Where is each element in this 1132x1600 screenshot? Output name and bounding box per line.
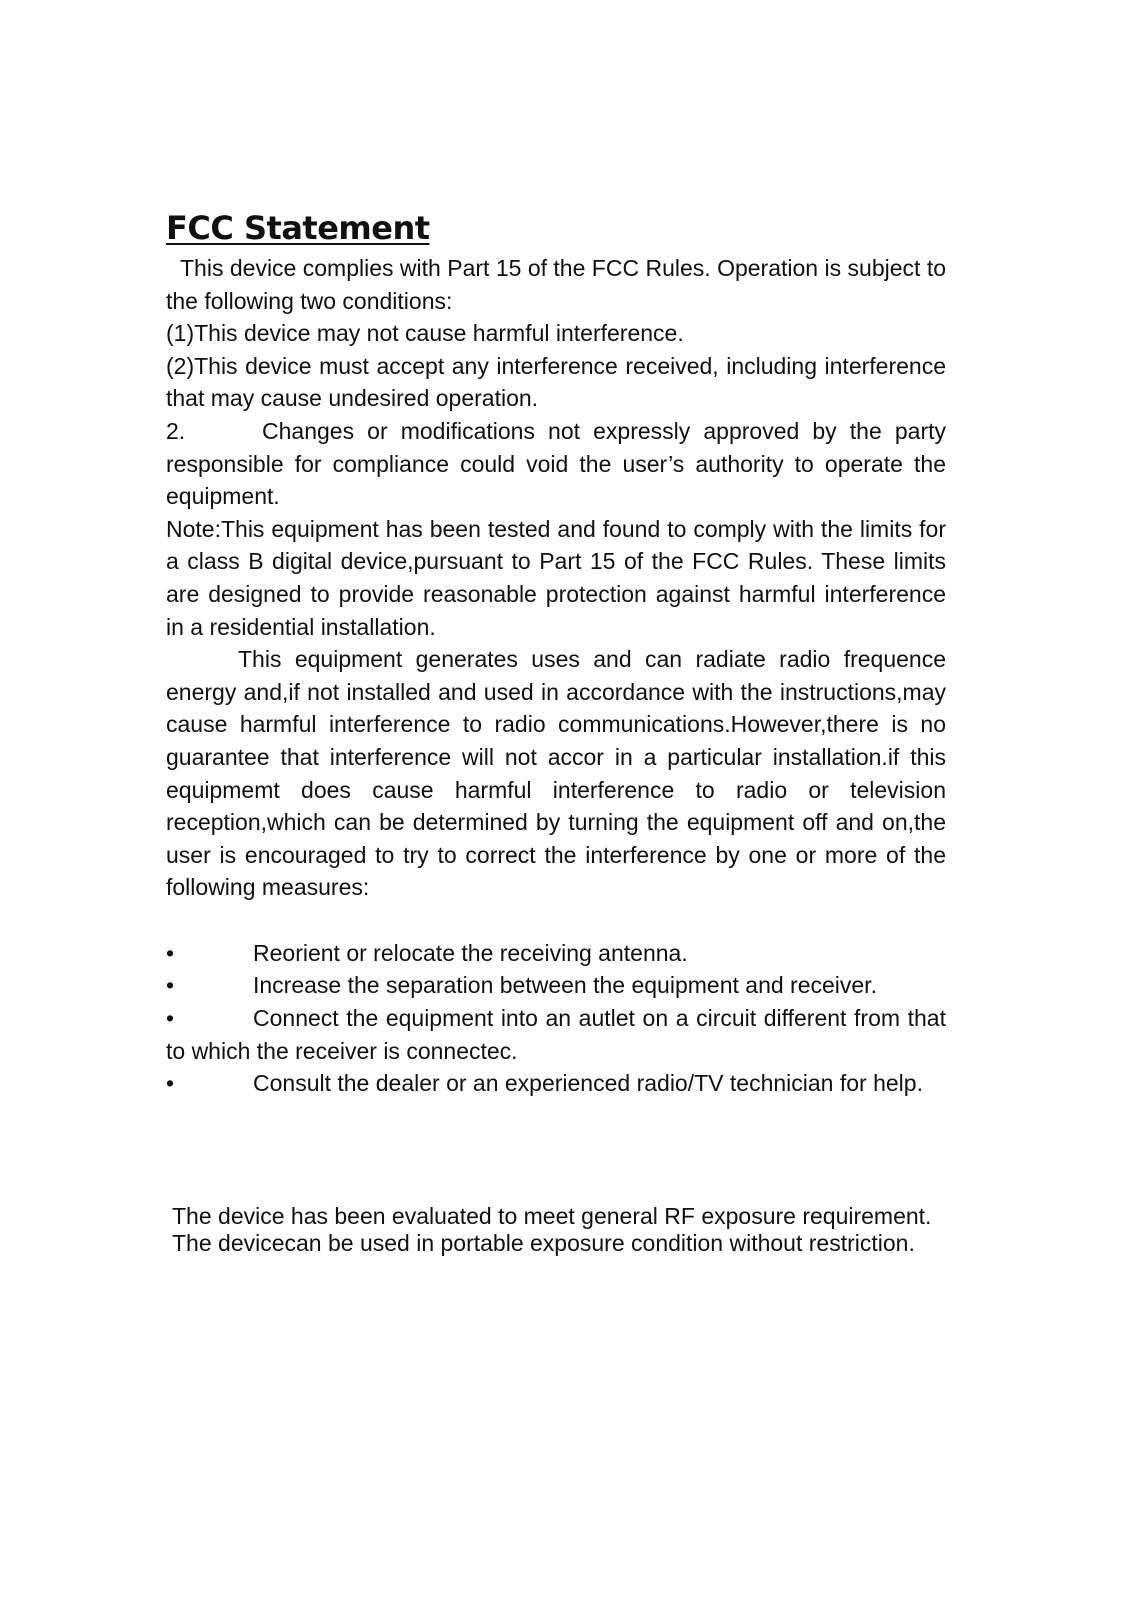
page-title: FCC Statement — [166, 209, 430, 247]
measures-list — [166, 937, 946, 1100]
bullet-icon: • — [166, 1070, 175, 1097]
bullet-icon: • — [166, 939, 175, 966]
bullet-icon: • — [166, 1005, 175, 1032]
condition-2: (2)This device must accept any interference received, including interference that may cause undesired operation. — [166, 352, 946, 412]
intro-paragraph: This device complies with Part 15 of the FCC Rules. Operation is subject to the following two conditions: — [166, 255, 946, 314]
measure-text: Consult the dealer or an experienced radio/TV technician for help. — [253, 1070, 923, 1097]
list-item — [166, 1067, 946, 1100]
list-item — [166, 969, 946, 1002]
rf-exposure-line-2: The devicecan be used in portable exposure condition without restriction. — [172, 1230, 915, 1256]
rf-exposure-statement — [172, 1203, 1072, 1257]
spacer — [166, 904, 946, 937]
generates-paragraph: This equipment generates uses and can radiate radio frequence energy and,if not installed and used in accordance with the instructions,may cause harmful interference to radio communications.However,there is no guarantee that interference will not accor in a particular installation.if this equipmemt does cause harmful interference to radio or television reception,which can be determined by turning the equipment off and on,the user is encouraged to try to correct the interference by one or more of the following measures: — [166, 646, 946, 901]
list-item — [166, 937, 946, 970]
note-paragraph: Note:This equipment has been tested and found to comply with the limits for a class B digital device,pursuant to Part 15 of the FCC Rules. These limits are designed to provide reasonable protection against harmful interference in a residential installation. — [166, 515, 946, 640]
measure-text: Reorient or relocate the receiving antenna. — [253, 939, 688, 966]
measure-text: Connect the equipment into an autlet on a circuit different from that to which the receiver is connectec. — [166, 1005, 946, 1064]
rf-exposure-line-1: The device has been evaluated to meet general RF exposure requirement. — [172, 1203, 932, 1229]
fcc-statement-page — [166, 208, 946, 1100]
measure-text: Increase the separation between the equipment and receiver. — [253, 972, 877, 999]
changes-text: Changes or modifications not expressly approved by the party responsible for compliance could void the user’s authority to operate the equipment. — [166, 417, 946, 510]
changes-paragraph — [166, 415, 946, 513]
condition-1: (1)This device may not cause harmful interference. — [166, 320, 684, 347]
bullet-icon: • — [166, 972, 175, 999]
statement-body — [166, 252, 946, 1100]
list-item — [166, 1002, 946, 1067]
item-number: 2. — [166, 417, 186, 444]
